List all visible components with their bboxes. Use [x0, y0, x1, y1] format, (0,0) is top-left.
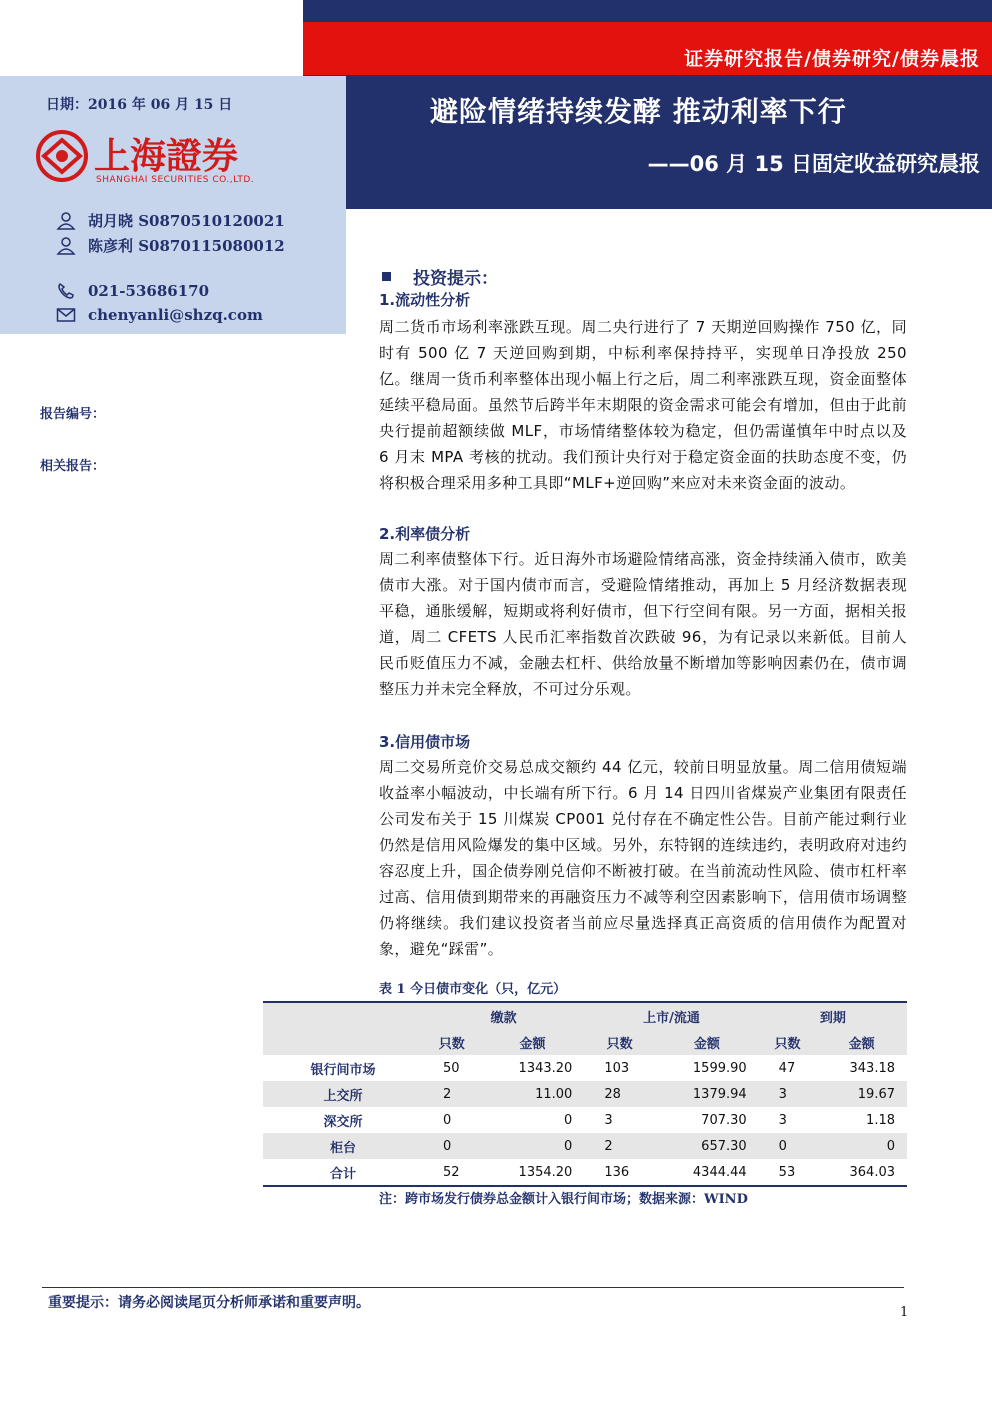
analyst-2	[56, 235, 285, 256]
table-cell: 657.30	[655, 1133, 759, 1159]
phone-number: 021-53686170	[88, 282, 210, 300]
svg-text:上海證券: 上海證券	[94, 135, 239, 177]
person-icon	[56, 237, 76, 255]
table-cell: 1379.94	[655, 1081, 759, 1107]
table-row	[263, 1159, 907, 1186]
col-header: 只数	[759, 1029, 817, 1055]
table-note: 注：跨市场发行债券总金额计入银行间市场；数据来源：WIND	[379, 1192, 748, 1207]
table-cell: 11.00	[481, 1081, 585, 1107]
person-icon	[56, 212, 76, 230]
col-header: 金额	[816, 1029, 907, 1055]
table-cell: 0	[759, 1133, 817, 1159]
table-row	[263, 1081, 907, 1107]
table-cell: 103	[604, 1060, 630, 1076]
analyst-1	[56, 210, 285, 231]
table-cell: 0	[564, 1112, 573, 1128]
section-credit-bonds-body: 周二交易所竞价交易总成交额约 44 亿元，较前日明显放量。周二信用债短端收益率小幅波动，中长端有所下行。6 月 14 日四川省煤炭产业集团有限责任公司发布关于 15 川煤炭 CP001 兑付存在不确定性公告。目前产能过剩行业仍然是信用风险爆发的集中区域。另外，东特钢的连续违约，表明政府对违约容忍度上升，国企债券刚兑信仰不断被打破。在当前流动性风险、债市杠杆率过高、信用债到期带来的再融资压力不减等利空因素影响下，信用债市场调整仍将继续。我们建议投资者当前应尽量选择真正高资质的信用债作为配置对象，避免“踩雷”。	[379, 758, 907, 958]
table-cell: 50	[443, 1060, 460, 1076]
col-header: 只数	[584, 1029, 655, 1055]
investment-tips-heading: 投资提示：	[382, 264, 498, 289]
table-group-header	[263, 1002, 907, 1029]
table-cell: 3	[604, 1112, 613, 1128]
row-label: 合计	[263, 1159, 423, 1186]
table-caption: 表 1 今日债市变化（只，亿元）	[379, 982, 567, 997]
table-cell: 52	[423, 1159, 481, 1186]
group-header: 上市/流通	[584, 1002, 758, 1029]
table-row	[263, 1107, 907, 1133]
table-cell: 3	[759, 1081, 817, 1107]
company-logo	[32, 128, 302, 188]
report-number-label: 报告编号：	[40, 407, 106, 422]
table-cell: 0	[481, 1133, 585, 1159]
table-cell: 136	[584, 1159, 655, 1186]
analyst-1-name: 胡月晓 S0870510120021	[88, 212, 285, 230]
table-cell: 343.18	[849, 1060, 895, 1076]
email-row	[56, 306, 263, 324]
table-cell: 0	[443, 1112, 452, 1128]
mail-icon	[56, 306, 76, 324]
section-liquidity-heading: 1.流动性分析	[379, 291, 471, 309]
page-number: 1	[900, 1305, 909, 1320]
bond-market-table	[263, 1001, 907, 1187]
footer-divider	[42, 1287, 904, 1288]
report-subtitle: ——06 月 15 日固定收益研究晨报	[647, 152, 980, 176]
table-cell: 364.03	[816, 1159, 907, 1186]
table-cell: 4344.44	[655, 1159, 759, 1186]
report-title: 避险情绪持续发酵 推动利率下行	[430, 95, 847, 128]
table-cell: 47	[778, 1060, 796, 1076]
table-cell: 1343.20	[518, 1060, 573, 1076]
phone-row	[56, 282, 209, 300]
footer-notice: 重要提示：请务必阅读尾页分析师承诺和重要声明。	[48, 1295, 370, 1311]
row-label: 上交所	[263, 1081, 423, 1107]
table-cell: 2	[584, 1133, 655, 1159]
report-series: 证券研究报告/债券研究/债券晨报	[684, 48, 980, 70]
svg-text:SHANGHAI SECURITIES CO.,LTD.: SHANGHAI SECURITIES CO.,LTD.	[96, 175, 255, 185]
row-label: 银行间市场	[310, 1062, 376, 1078]
report-date: 日期：2016 年 06 月 15 日	[46, 97, 233, 113]
section-rate-bonds-body: 周二利率债整体下行。近日海外市场避险情绪高涨，资金持续涌入债市，欧美债市大涨。对于国内债市而言，受避险情绪推动，再加上 5 月经济数据表现平稳，通胀缓解，短期或将利好债市，但下行空间有限。另一方面，据相关报道，周二 CFETS 人民币汇率指数首次跌破 96，为有记录以来新低。目前人民币贬值压力不减，金融去杠杆、供给放量不断增加等影响因素仍在，债市调整压力并未完全释放，不可过分乐观。	[379, 550, 907, 698]
related-reports-label: 相关报告：	[40, 459, 106, 474]
section-rate-bonds-heading: 2.利率债分析	[379, 525, 471, 543]
col-header: 金额	[655, 1029, 759, 1055]
table-cell: 3	[778, 1112, 787, 1128]
group-header: 到期	[759, 1002, 907, 1029]
table-cell: 1354.20	[481, 1159, 585, 1186]
table-cell: 19.67	[816, 1081, 907, 1107]
table-cell: 28	[584, 1081, 655, 1107]
table-cell: 1.18	[866, 1112, 895, 1128]
col-header: 只数	[423, 1029, 481, 1055]
table-row	[263, 1055, 907, 1081]
square-bullet-icon	[382, 272, 391, 281]
table-cell: 0	[816, 1133, 907, 1159]
table-sub-header	[263, 1029, 907, 1055]
table-row	[263, 1133, 907, 1159]
table-cell: 2	[423, 1081, 481, 1107]
header-top-band	[303, 0, 992, 22]
table-cell: 707.30	[701, 1112, 747, 1128]
analyst-2-name: 陈彦利 S0870115080012	[88, 237, 285, 255]
table-cell: 0	[423, 1133, 481, 1159]
group-header: 缴款	[423, 1002, 584, 1029]
row-label: 柜台	[263, 1133, 423, 1159]
section-credit-bonds-heading: 3.信用债市场	[379, 733, 471, 751]
col-header: 金额	[481, 1029, 585, 1055]
table-cell: 1599.90	[692, 1060, 747, 1076]
row-label: 深交所	[323, 1114, 363, 1130]
section-liquidity-body: 周二货币市场利率涨跌互现。周二央行进行了 7 天期逆回购操作 750 亿，同时有 500 亿 7 天逆回购到期，中标利率保持持平，实现单日净投放 250 亿。继周一货币利率整体出现小幅上行之后，周二利率涨跌互现，资金面整体延续平稳局面。虽然节后跨半年末期限的资金需求可能会有增加，但由于此前央行提前超额续做 MLF，市场情绪整体较为稳定，但仍需谨慎年中时点以及 6 月末 MPA 考核的扰动。我们预计央行对于稳定资金面的扶助态度不变，仍将积极合理采用多种工具即“MLF+逆回购”来应对未来资金面的波动。	[379, 318, 907, 492]
table-cell: 53	[759, 1159, 817, 1186]
email-address[interactable]: chenyanli@shzq.com	[88, 306, 263, 324]
phone-icon	[56, 282, 76, 300]
